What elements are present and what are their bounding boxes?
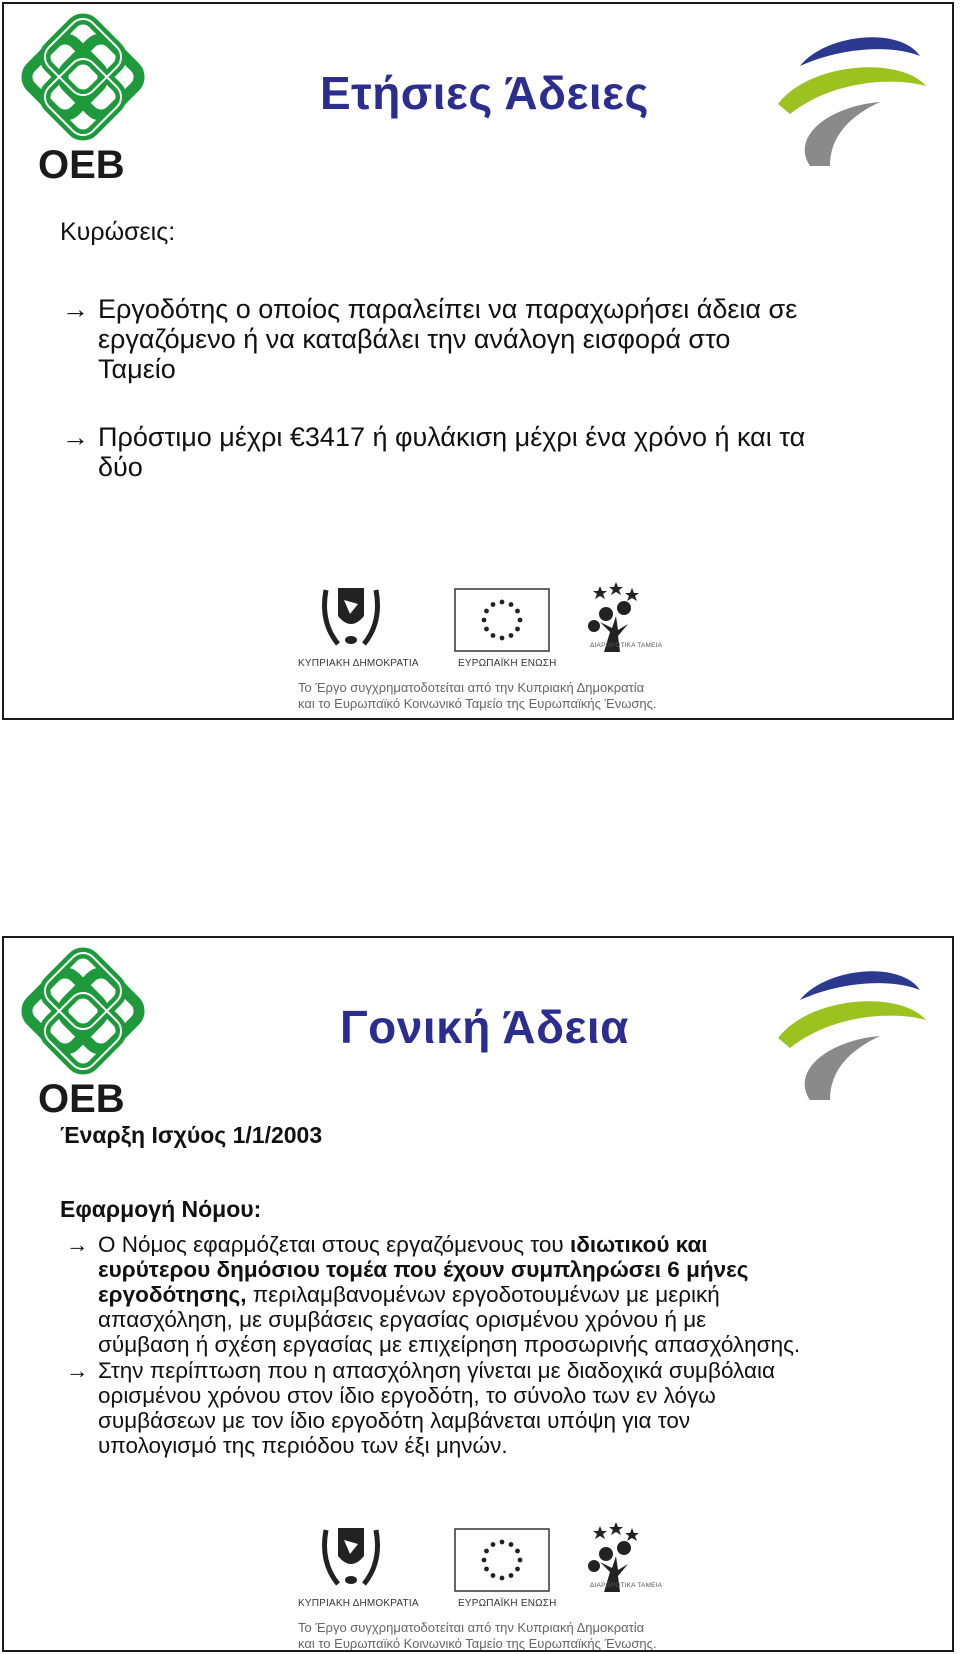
slide-annual-leave bbox=[2, 2, 954, 720]
eu-caption: ΕΥΡΩΠΑΪΚΗ ΕΝΩΣΗ bbox=[458, 658, 557, 669]
cyprus-emblem-icon bbox=[316, 582, 386, 654]
eu-flag-icon bbox=[454, 1528, 550, 1592]
list-item: → Πρόστιμο μέχρι €3417 ή φυλάκιση μέχρι ένα χρόνο ή και τα δύο bbox=[62, 422, 806, 482]
effective-date: Έναρξη Ισχύος 1/1/2003 bbox=[60, 1122, 323, 1148]
section-heading: Κυρώσεις: bbox=[60, 218, 176, 246]
cyprus-caption: ΚΥΠΡΙΑΚΗ ΔΗΜΟΚΡΑΤΙΑ bbox=[298, 1598, 419, 1609]
list-item: → Ο Νόμος εφαρμόζεται στους εργαζόμενους του ιδιωτικού και ευρύτερου δημόσιου τομέα που έχουν συμπληρώσει 6 μήνες εργοδότησης, περιλαμβανομένων εργοδοτουμένων με μερική απασχόληση, με συμβάσεις εργασίας ορισμένου χρόνου ή με σύμβαση ή σχέση εργασίας με επιχείρηση προσωρινής απασχόλησης. bbox=[66, 1232, 801, 1357]
funding-note: και το Ευρωπαϊκό Κοινωνικό Ταμείο της Ευρωπαϊκής Ένωσης. bbox=[298, 1636, 657, 1651]
funding-footer bbox=[290, 582, 710, 712]
cyprus-caption: ΚΥΠΡΙΑΚΗ ΔΗΜΟΚΡΑΤΙΑ bbox=[298, 658, 419, 669]
funds-caption: ΔΙΑΡΘΡΩΤΙΚΑ ΤΑΜΕΙΑ bbox=[590, 1582, 663, 1589]
funding-note: Το Έργο συγχρηματοδοτείται από την Κυπριακή Δημοκρατία bbox=[298, 680, 645, 695]
list-item: → Εργοδότης ο οποίος παραλείπει να παραχωρήσει άδεια σε εργαζόμενο ή να καταβάλει την ανάλογη εισφορά στο Ταμείο bbox=[62, 294, 798, 384]
oeb-logo-icon bbox=[14, 946, 164, 1121]
slide-parental-leave bbox=[2, 936, 954, 1652]
arrow-right-icon: → bbox=[66, 1232, 89, 1257]
arrow-right-icon: → bbox=[66, 1358, 89, 1383]
arrow-right-icon: → bbox=[62, 422, 89, 452]
swoosh-logo-icon bbox=[770, 26, 930, 176]
funding-note: και το Ευρωπαϊκό Κοινωνικό Ταμείο της Ευρωπαϊκής Ένωσης. bbox=[298, 696, 657, 711]
section-heading: Εφαρμογή Νόμου: bbox=[60, 1196, 262, 1222]
list-item: → Στην περίπτωση που η απασχόληση γίνεται με διαδοχικά συμβόλαια ορισμένου χρόνου στον ίδιο εργοδότη, το σύνολο των εν λόγω συμβάσεων με τον ίδιο εργοδότη λαμβάνεται υπόψη για τον υπολογισμό της περιόδου των έξι μηνών. bbox=[66, 1358, 775, 1458]
cyprus-emblem-icon bbox=[316, 1522, 386, 1594]
arrow-right-icon: → bbox=[62, 294, 89, 324]
svg-text:OEB: OEB bbox=[38, 1077, 125, 1121]
oeb-logo-icon bbox=[14, 12, 164, 187]
funding-note: Το Έργο συγχρηματοδοτείται από την Κυπριακή Δημοκρατία bbox=[298, 1620, 645, 1635]
page-title: Ετήσιες Άδειες bbox=[320, 67, 649, 119]
page-title: Γονική Άδεια bbox=[340, 1001, 629, 1053]
funds-caption: ΔΙΑΡΘΡΩΤΙΚΑ ΤΑΜΕΙΑ bbox=[590, 642, 663, 649]
svg-text:OEB: OEB bbox=[38, 143, 125, 187]
eu-flag-icon bbox=[454, 588, 550, 652]
funding-footer bbox=[290, 1522, 710, 1652]
eu-caption: ΕΥΡΩΠΑΪΚΗ ΕΝΩΣΗ bbox=[458, 1598, 557, 1609]
swoosh-logo-icon bbox=[770, 960, 930, 1110]
